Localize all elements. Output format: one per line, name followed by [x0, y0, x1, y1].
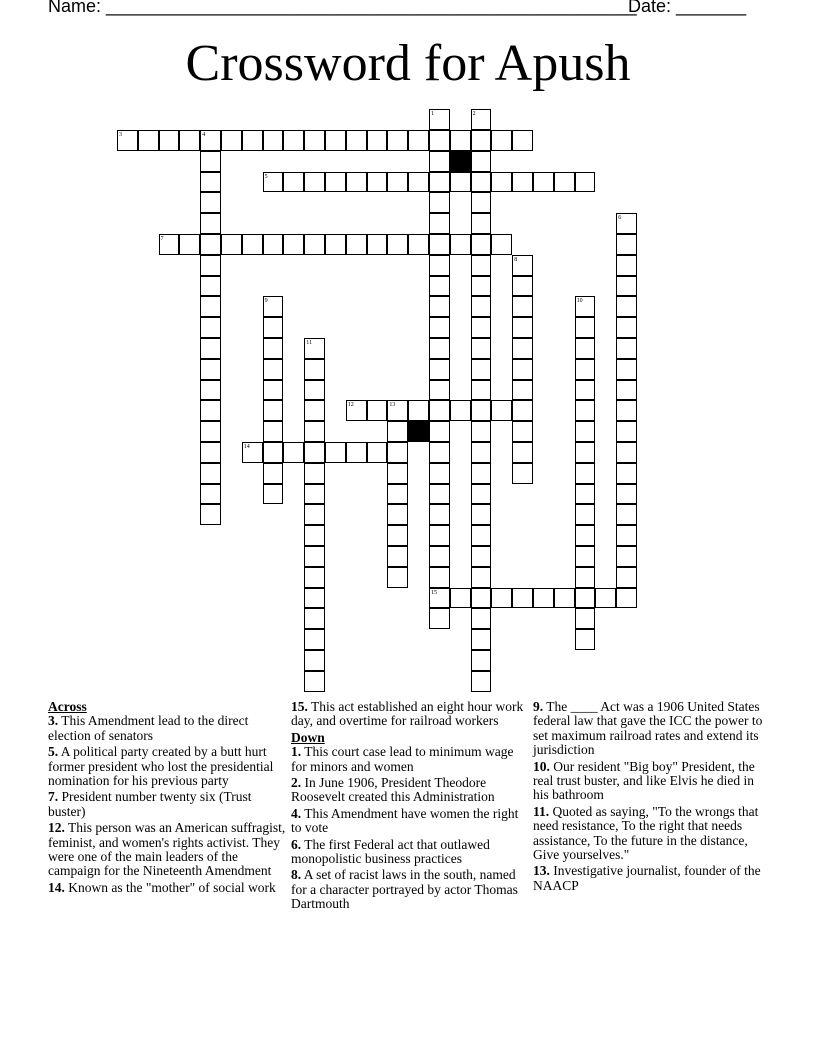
grid-cell[interactable] [429, 400, 450, 421]
grid-cell[interactable] [471, 504, 492, 525]
grid-cell[interactable] [616, 567, 637, 588]
clue-across-14: 14. Known as the "mother" of social work [48, 879, 276, 895]
grid-cell[interactable] [429, 463, 450, 484]
grid-cell[interactable] [283, 130, 304, 151]
grid-cell[interactable] [471, 671, 492, 692]
grid-cell[interactable] [200, 276, 221, 297]
grid-cell[interactable] [429, 608, 450, 629]
grid-cell[interactable] [367, 400, 388, 421]
grid-cell[interactable] [471, 463, 492, 484]
grid-cell[interactable] [512, 421, 533, 442]
grid-cell[interactable] [304, 234, 325, 255]
grid-cell[interactable] [387, 546, 408, 567]
clue-across-3: 3. This Amendment lead to the direct election of senators [48, 713, 249, 743]
grid-cell[interactable] [200, 463, 221, 484]
grid-cell[interactable] [304, 650, 325, 671]
grid-cell[interactable] [471, 380, 492, 401]
grid-cell[interactable] [304, 525, 325, 546]
grid-cell[interactable] [471, 213, 492, 234]
grid-cell[interactable] [346, 130, 367, 151]
grid-cell[interactable] [491, 172, 512, 193]
down-heading: Down [291, 729, 325, 745]
grid-cell[interactable] [512, 296, 533, 317]
grid-cell[interactable] [263, 338, 284, 359]
grid-cell[interactable] [200, 317, 221, 338]
grid-cell[interactable] [616, 296, 637, 317]
grid-cell[interactable] [429, 504, 450, 525]
clue-number-label: 1 [431, 111, 434, 118]
grid-cell[interactable] [304, 172, 325, 193]
grid-cell[interactable] [304, 380, 325, 401]
grid-cell[interactable] [575, 338, 596, 359]
grid-cell[interactable] [408, 172, 429, 193]
grid-cell[interactable] [616, 588, 637, 609]
grid-cell[interactable] [387, 484, 408, 505]
grid-cell[interactable] [325, 130, 346, 151]
grid-cell[interactable] [304, 421, 325, 442]
grid-cell[interactable] [471, 172, 492, 193]
grid-cell[interactable] [471, 629, 492, 650]
grid-cell[interactable] [429, 442, 450, 463]
clues-column-3 [533, 700, 773, 895]
grid-cell[interactable] [387, 172, 408, 193]
grid-cell[interactable] [512, 276, 533, 297]
grid-cell[interactable] [575, 629, 596, 650]
grid-cell[interactable] [575, 359, 596, 380]
grid-cell[interactable] [575, 380, 596, 401]
clue-down-4: 4. This Amendment have women the right to vote [291, 805, 519, 836]
grid-cell[interactable] [512, 588, 533, 609]
clue-across-15: 15. This act established an eight hour work day, and overtime for railroad workers [291, 699, 524, 729]
grid-cell[interactable] [200, 255, 221, 276]
date-field-label: Date: _______ [628, 0, 747, 16]
grid-cell[interactable] [429, 317, 450, 338]
grid-cell[interactable] [575, 421, 596, 442]
clue-down-6: 6. The first Federal act that outlawed monopolistic business practices [291, 836, 490, 867]
grid-cell[interactable] [616, 442, 637, 463]
grid-cell[interactable] [429, 359, 450, 380]
grid-cell[interactable] [512, 463, 533, 484]
grid-cell[interactable] [200, 213, 221, 234]
grid-cell[interactable] [346, 172, 367, 193]
grid-cell[interactable] [304, 608, 325, 629]
grid-cell[interactable] [367, 442, 388, 463]
grid-cell[interactable] [200, 192, 221, 213]
grid-cell[interactable] [263, 359, 284, 380]
grid-cell[interactable] [325, 234, 346, 255]
grid-cell[interactable] [471, 151, 492, 172]
grid-cell[interactable] [263, 317, 284, 338]
grid-cell[interactable] [429, 380, 450, 401]
grid-cell[interactable] [471, 484, 492, 505]
grid-cell[interactable] [512, 338, 533, 359]
grid-cell[interactable] [491, 400, 512, 421]
grid-cell[interactable] [616, 421, 637, 442]
grid-cell[interactable] [325, 172, 346, 193]
grid-cell[interactable] [387, 567, 408, 588]
clue-number-label: 5 [264, 173, 268, 180]
grid-cell[interactable] [616, 546, 637, 567]
page-title: Crossword for Apush [185, 35, 631, 92]
grid-cell[interactable] [408, 400, 429, 421]
grid-cell[interactable] [200, 296, 221, 317]
grid-cell[interactable] [616, 380, 637, 401]
grid-cell[interactable] [200, 151, 221, 172]
clue-down-9: 9. The ____ Act was a 1906 United States federal law that gave the ICC the power to set maximum railroad rates and extend its jurisdiction [533, 699, 763, 758]
black-square [450, 151, 471, 172]
grid-cell[interactable] [304, 400, 325, 421]
clue-number-label: 15 [431, 589, 437, 596]
grid-cell[interactable] [575, 400, 596, 421]
clue-number-label: 2 [472, 111, 476, 118]
clue-number-label: 8 [514, 256, 518, 263]
grid-cell[interactable] [450, 172, 471, 193]
grid-cell[interactable] [471, 192, 492, 213]
across-heading: Across [48, 699, 87, 714]
clue-number-label: 11 [306, 340, 312, 346]
grid-cell[interactable] [304, 463, 325, 484]
grid-cell[interactable] [304, 504, 325, 525]
grid-cell[interactable] [263, 463, 284, 484]
clue-number-label: 3 [119, 132, 122, 138]
grid-cell[interactable] [512, 359, 533, 380]
grid-cell[interactable] [491, 588, 512, 609]
grid-cell[interactable] [200, 442, 221, 463]
grid-cell[interactable] [512, 317, 533, 338]
grid-cell[interactable] [429, 255, 450, 276]
grid-cell[interactable] [429, 151, 450, 172]
grid-cell[interactable] [200, 172, 221, 193]
grid-cell[interactable] [387, 525, 408, 546]
grid-cell[interactable] [575, 546, 596, 567]
grid-cell[interactable] [471, 608, 492, 629]
grid-cell[interactable] [367, 234, 388, 255]
grid-cell[interactable] [616, 504, 637, 525]
grid-cell[interactable] [471, 650, 492, 671]
grid-cell[interactable] [616, 234, 637, 255]
grid-cell[interactable] [450, 588, 471, 609]
grid-cell[interactable] [471, 234, 492, 255]
grid-cell[interactable] [346, 442, 367, 463]
grid-cell[interactable] [200, 234, 221, 255]
black-square [408, 421, 429, 442]
grid-cell[interactable] [471, 359, 492, 380]
grid-cell[interactable] [304, 546, 325, 567]
grid-cell[interactable] [367, 130, 388, 151]
grid-cell[interactable] [200, 421, 221, 442]
clue-across-5: 5. A political party created by a butt hurt former president who lost the presidential nomination for his previous party [48, 744, 274, 789]
grid-cell[interactable] [575, 484, 596, 505]
grid-cell[interactable] [221, 234, 242, 255]
grid-cell[interactable] [471, 276, 492, 297]
clue-down-13: 13. Investigative journalist, founder of the NAACP [533, 863, 761, 893]
grid-cell[interactable] [554, 588, 575, 609]
grid-cell[interactable] [200, 359, 221, 380]
grid-cell[interactable] [242, 234, 263, 255]
clue-number-label: 6 [618, 215, 622, 222]
grid-cell[interactable] [304, 588, 325, 609]
grid-cell[interactable] [554, 172, 575, 193]
clue-number-label: 10 [576, 298, 583, 305]
grid-cell[interactable] [325, 442, 346, 463]
grid-cell[interactable] [387, 130, 408, 151]
grid-cell[interactable] [200, 400, 221, 421]
grid-cell[interactable] [138, 130, 159, 151]
grid-cell[interactable] [616, 359, 637, 380]
grid-cell[interactable] [471, 421, 492, 442]
grid-cell[interactable] [471, 546, 492, 567]
grid-cell[interactable] [575, 588, 596, 609]
grid-cell[interactable] [616, 463, 637, 484]
grid-cell[interactable] [533, 588, 554, 609]
grid-cell[interactable] [471, 338, 492, 359]
clue-number-label: 7 [160, 236, 164, 242]
grid-cell[interactable] [387, 442, 408, 463]
grid-cell[interactable] [283, 172, 304, 193]
grid-cell[interactable] [408, 130, 429, 151]
grid-cell[interactable] [429, 296, 450, 317]
grid-cell[interactable] [408, 234, 429, 255]
grid-cell[interactable] [575, 504, 596, 525]
grid-cell[interactable] [616, 338, 637, 359]
grid-cell[interactable] [429, 525, 450, 546]
grid-cell[interactable] [616, 484, 637, 505]
grid-cell[interactable] [263, 130, 284, 151]
grid-cell[interactable] [263, 234, 284, 255]
clue-down-11: 11. Quoted as saying, "To the wrongs that need resistance, To the right that needs assistance, To the future in the distance, Give yourselves." [533, 803, 759, 863]
grid-cell[interactable] [471, 567, 492, 588]
grid-cell[interactable] [575, 567, 596, 588]
grid-cell[interactable] [179, 130, 200, 151]
grid-cell[interactable] [283, 234, 304, 255]
grid-cell[interactable] [491, 130, 512, 151]
grid-cell[interactable] [429, 484, 450, 505]
grid-cell[interactable] [263, 442, 284, 463]
grid-cell[interactable] [263, 421, 284, 442]
grid-cell[interactable] [304, 359, 325, 380]
grid-cell[interactable] [512, 380, 533, 401]
clue-number-label: 9 [264, 298, 268, 305]
grid-cell[interactable] [575, 172, 596, 193]
clue-down-1: 1. This court case lead to minimum wage for minors and women [291, 744, 514, 774]
grid-cell[interactable] [429, 130, 450, 151]
grid-cell[interactable] [471, 130, 492, 151]
grid-cell[interactable] [450, 400, 471, 421]
grid-cell[interactable] [304, 484, 325, 505]
grid-cell[interactable] [616, 255, 637, 276]
grid-cell[interactable] [200, 484, 221, 505]
grid-cell[interactable] [367, 172, 388, 193]
clue-down-8: 8. A set of racist laws in the south, named for a character portrayed by actor Thomas Dartmouth [291, 867, 518, 912]
clue-number-label: 13 [389, 402, 396, 409]
grid-cell[interactable] [491, 234, 512, 255]
grid-cell[interactable] [533, 172, 554, 193]
grid-cell[interactable] [471, 255, 492, 276]
grid-cell[interactable] [429, 567, 450, 588]
grid-cell[interactable] [179, 234, 200, 255]
grid-cell[interactable] [575, 317, 596, 338]
clue-down-2: 2. In June 1906, President Theodore Roosevelt created this Administration [291, 775, 495, 805]
grid-cell[interactable] [512, 130, 533, 151]
grid-cell[interactable] [387, 234, 408, 255]
grid-cell[interactable] [429, 546, 450, 567]
grid-cell[interactable] [616, 276, 637, 297]
clue-across-7: 7. President number twenty six (Trust buster) [48, 789, 252, 819]
grid-cell[interactable] [429, 276, 450, 297]
grid-cell[interactable] [346, 234, 367, 255]
grid-cell[interactable] [616, 400, 637, 421]
grid-cell[interactable] [595, 588, 616, 609]
grid-cell[interactable] [471, 525, 492, 546]
grid-cell[interactable] [575, 463, 596, 484]
grid-cell[interactable] [387, 421, 408, 442]
clue-number-label: 4 [202, 132, 206, 138]
grid-cell[interactable] [200, 380, 221, 401]
grid-cell[interactable] [200, 504, 221, 525]
grid-cell[interactable] [575, 442, 596, 463]
grid-cell[interactable] [304, 567, 325, 588]
grid-cell[interactable] [512, 400, 533, 421]
grid-cell[interactable] [429, 234, 450, 255]
grid-cell[interactable] [263, 484, 284, 505]
clues-column-1 [48, 700, 288, 897]
grid-cell[interactable] [304, 671, 325, 692]
grid-cell[interactable] [512, 172, 533, 193]
grid-cell[interactable] [387, 463, 408, 484]
grid-cell[interactable] [429, 421, 450, 442]
grid-cell[interactable] [429, 172, 450, 193]
grid-cell[interactable] [283, 442, 304, 463]
grid-cell[interactable] [471, 317, 492, 338]
clue-across-12: 12. This person was an American suffragist, feminist, and women's rights activist. They were one of the main leaders of the campaign for the Nineteenth Amendment [48, 820, 286, 879]
grid-cell[interactable] [304, 629, 325, 650]
grid-cell[interactable] [221, 130, 242, 151]
grid-cell[interactable] [263, 400, 284, 421]
grid-cell[interactable] [159, 130, 180, 151]
grid-cell[interactable] [387, 504, 408, 525]
grid-cell[interactable] [512, 442, 533, 463]
clue-number-label: 12 [347, 402, 354, 409]
grid-cell[interactable] [263, 380, 284, 401]
grid-cell[interactable] [200, 338, 221, 359]
grid-cell[interactable] [304, 442, 325, 463]
name-field-label: Name: _____________________________________________________ [48, 0, 637, 16]
grid-cell[interactable] [616, 525, 637, 546]
clue-down-10: 10. Our resident "Big boy" President, the real trust buster, and like Elvis he died in his bathroom [533, 758, 755, 803]
grid-cell[interactable] [429, 192, 450, 213]
grid-cell[interactable] [471, 296, 492, 317]
grid-cell[interactable] [471, 442, 492, 463]
grid-cell[interactable] [429, 338, 450, 359]
grid-cell[interactable] [450, 234, 471, 255]
grid-cell[interactable] [429, 213, 450, 234]
clues-column-2 [291, 700, 531, 914]
grid-cell[interactable] [471, 588, 492, 609]
grid-cell[interactable] [450, 130, 471, 151]
grid-cell[interactable] [575, 608, 596, 629]
grid-cell[interactable] [242, 130, 263, 151]
grid-cell[interactable] [616, 317, 637, 338]
grid-cell[interactable] [304, 130, 325, 151]
grid-cell[interactable] [471, 400, 492, 421]
clue-number-label: 14 [243, 444, 250, 450]
grid-cell[interactable] [575, 525, 596, 546]
